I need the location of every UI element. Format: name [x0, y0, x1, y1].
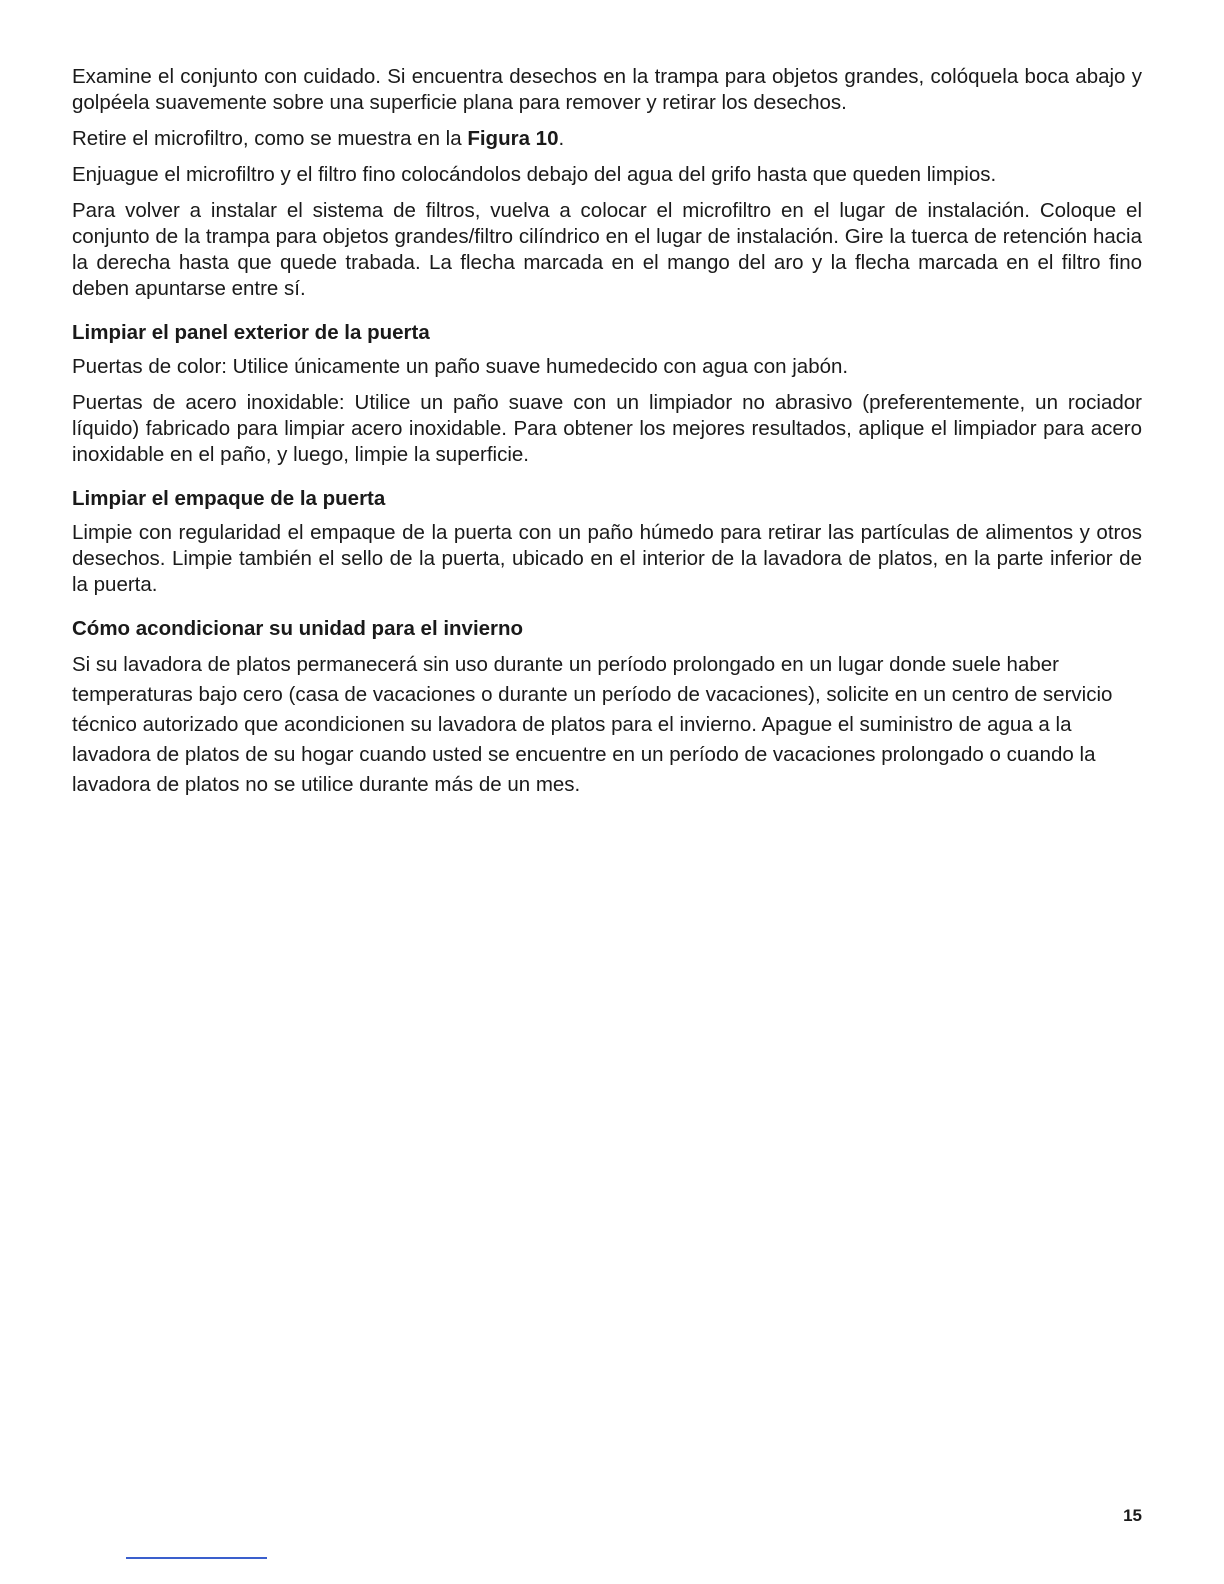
footer-rule — [126, 1557, 267, 1559]
heading-winterize: Cómo acondicionar su unidad para el invierno — [72, 617, 524, 640]
paragraph-reinstall: Para volver a instalar el sistema de filtros, vuelva a colocar el microfiltro en el lugar de instalación. Coloque el conjunto de la trampa para objetos grandes/filtro cilíndrico en el lugar de instalación. Gire la tuerca de retención hacia la derecha hasta que quede trabada. La flecha marcada en el mango del aro y la flecha marcada en el filtro fino deben apuntarse entre sí. — [72, 199, 1142, 300]
figure-reference: Figura 10 — [467, 127, 559, 150]
heading-exterior-panel: Limpiar el panel exterior de la puerta — [72, 321, 430, 344]
paragraph-remove-microfilter — [72, 126, 1142, 152]
heading-door-gasket: Limpiar el empaque de la puerta — [72, 487, 386, 510]
paragraph-stainless-doors: Puertas de acero inoxidable: Utilice un paño suave con un limpiador no abrasivo (preferentemente, un rociador líquido) fabricado para limpiar acero inoxidable. Para obtener los mejores resultados, aplique el limpiador para acero inoxidable en el paño, y luego, limpie la superficie. — [72, 391, 1142, 466]
document-body — [72, 64, 1142, 810]
paragraph-remove-end: . — [558, 127, 565, 150]
page-number: 15 — [1123, 1506, 1142, 1525]
paragraph-examine: Examine el conjunto con cuidado. Si encuentra desechos en la trampa para objetos grandes, colóquela boca abajo y golpéela suavemente sobre una superficie plana para remover y retirar los desechos. — [72, 65, 1142, 114]
paragraph-color-doors: Puertas de color: Utilice únicamente un paño suave humedecido con agua con jabón. — [72, 355, 849, 378]
paragraph-gasket: Limpie con regularidad el empaque de la puerta con un paño húmedo para retirar las partículas de alimentos y otros desechos. Limpie también el sello de la puerta, ubicado en el interior de la lavadora de platos, en la parte inferior de la puerta. — [72, 521, 1142, 596]
paragraph-rinse: Enjuague el microfiltro y el filtro fino colocándolos debajo del agua del grifo hasta que queden limpios. — [72, 163, 997, 186]
paragraph-winterize: Si su lavadora de platos permanecerá sin uso durante un período prolongado en un lugar donde suele haber temperaturas bajo cero (casa de vacaciones o durante un período de vacaciones), solicite en un centro de servicio técnico autorizado que acondicionen su lavadora de platos para el invierno. Apague el suministro de agua a la lavadora de platos de su hogar cuando usted se encuentre en un período de vacaciones prolongado o cuando la lavadora de platos no se utilice durante más de un mes. — [72, 653, 1113, 796]
paragraph-remove-text: Retire el microfiltro, como se muestra en la — [72, 127, 468, 150]
